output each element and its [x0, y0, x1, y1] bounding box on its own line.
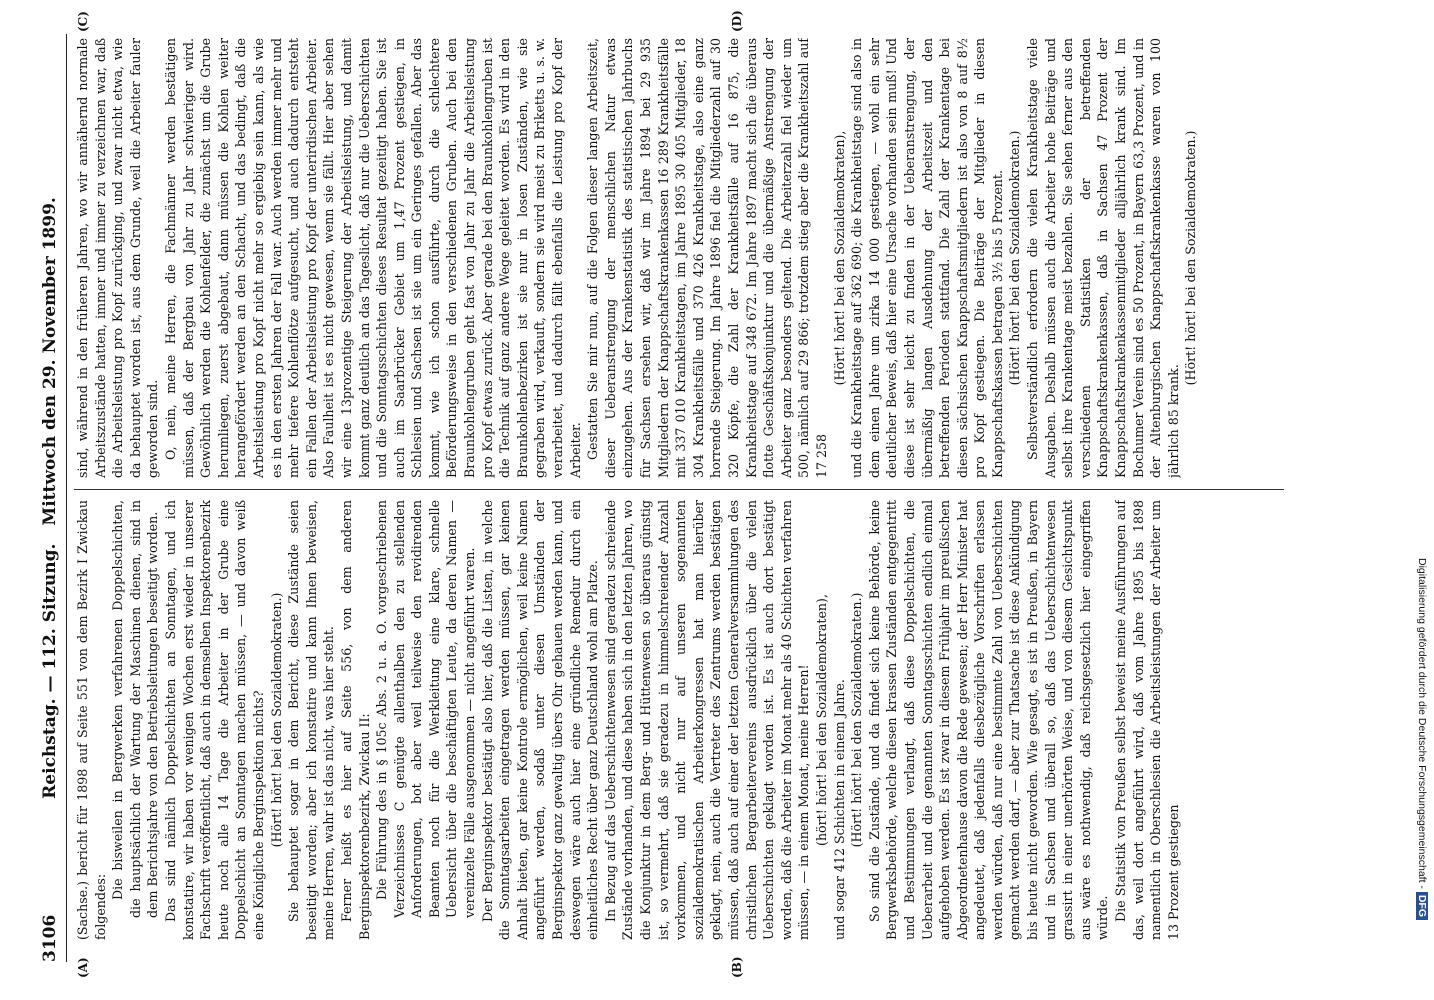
dfg-logo: DFG [1416, 892, 1428, 920]
paragraph: und sogar 412 Schichten in einem Jahre. [831, 679, 847, 940]
paragraph: Selbstverständlich erfordern die vielen Krankheitstage viele Ausgaben. Deshalb müssen auch die Arbeiter hohe Beiträge und selbst ihre Krankentage meist bezahlen. Sie sehen ferner aus den verschiedenen Statistiken der betreffenden Knappschaftskrankenkassen, daß in Sachsen 47 Prozent der Knappschaftskrankenkassenmitglieder alljährlich krank sind. Im Bochumer Verein sind es 50 Prozent, in Bayern 63,3 Prozent, und in der Altenburgischen Knappschaftskrankenkasse waren von 100 jährlich 85 krank. [1025, 38, 1181, 478]
paragraph: Gestatten Sie mir nun, auf die Folgen dieser langen Arbeitszeit, dieser Ueberanstrengung der menschlichen Natur etwas einzugehen. Aus der Krankenstatistik des statistischen Jahrbuchs für Sachsen ersehen wir, daß wir im Jahre 1894 bei 29 935 Mitgliedern der Knappschaftskrankenkassen 16 289 Krankheitsfälle mit 337 010 Krankheitstagen, im Jahre 1895 30 405 Mitglieder, 18 304 Krankheitsfälle und 370 426 Krankheitstage, also eine ganz horrende Steigerung. Im Jahre 1896 fiel die Mitgliederzahl auf 30 320 Köpfe, die Zahl der Krankheitsfälle auf 16 875, die Krankheitstage auf 348 672. Im Jahre 1897 macht sich die überaus flotte Geschäftskonjunktur und die übermäßige Anstrengung der Arbeiter ganz besonders geltend. Die Arbeiterzahl fiel wieder um 500, nämlich auf 29 866; trotzdem stieg aber die Krankheitszahl auf 17 258 [585, 38, 829, 478]
margin-marker-c: (C) [76, 11, 90, 32]
paragraph: (hört! hört! bei den Sozialdemokraten), [813, 594, 829, 846]
margin-marker-d: (D) [730, 10, 744, 32]
paragraph: und die Krankheitstage auf 362 690; die Krankheitstage sind also in dem einen Jahre um zirka 14 000 gestiegen, — wohl ein sehr deutlicher Beweis, daß hier eine Ursache vorhanden sein muß! Und diese ist sehr leicht zu finden in der Ueberanstrengung, der übermäßig langen Ausdehnung der Arbeitszeit und den betreffenden Perioden stattfand. Die Zahl der Krankentage bei diesen sächsischen Knappschaftsmitgliedern ist also von 8 auf 8½ pro Kopf gestiegen. Die Beiträge der Mitglieder in diesen Knappschaftskassen betragen 3½ bis 5 Prozent. [849, 38, 1005, 478]
credit-text: Digitalisierung gefördert durch die Deutsche Forschungsgemeinschaft - [1416, 557, 1428, 892]
margin-marker-a: (A) [76, 957, 90, 978]
right-column [74, 38, 1294, 478]
paragraph: (Hört! hört! bei den Sozialdemokraten.) [849, 592, 865, 848]
paragraph: Der Berginspektor bestätigt also hier, daß die Listen, in welche die Sonntagsarbeiten eingetragen werden müssen, gar keinen Anhalt bieten, gar keine Kontrole ermöglichen, weil keine Namen angeführt werden, sodaß unter diesen Umständen der Berginspektor ganz gewaltig übers Ohr gehauen werden kann, und deswegen wäre auch hier eine gründliche Remedur durch ein einheitliches Recht über ganz Deutschland wohl am Platze. [479, 500, 601, 940]
session-title: Reichstag. — 112. Sitzung. [40, 543, 60, 799]
paragraph: (Hört! hört! bei den Sozialdemokraten.) [1183, 130, 1199, 386]
paragraph: So sind die Zustände, und da findet sich keine Behörde, keine Bergwerksbehörde, welche diesen krassen Zuständen entgegentritt und Bestimmungen verlangt, daß diese Doppelschichten, die Ueberarbeit und die genannten Sonntagsschichten endlich einmal aufgehoben werden. Es ist zwar in diesem Frühjahr im preußischen Abgeordnetenhause davon die Rede gewesen; der Herr Minister hat angedeutet, daß jedenfalls diesbezügliche Vorschriften erlassen werden würden, daß nur eine bestimmte Zahl von Ueberschichten gemacht werden darf, — aber zur Thatsache ist diese Ankündigung bis heute nicht geworden. Wie gesagt, es ist in Preußen, in Bayern und in Sachsen und überall so, daß das Ueberschichtenwesen grassirt in einer unerhörten Weise, und von diesem Gesichtspunkt aus wäre es nothwendig, daß reichsgesetzlich hier eingegriffen würde. [866, 500, 1111, 940]
session-date: Mittwoch den 29. November 1899. [40, 197, 60, 526]
paragraph: Ferner heißt es hier auf Seite 556, von dem anderen Berginspektorenbezirk, Zwickau II: [338, 500, 372, 940]
left-column [74, 500, 1294, 940]
column-divider [74, 489, 1284, 490]
paragraph: sind, während in den früheren Jahren, wo wir annähernd normale Arbeitszustände hatten, immer und immer zu verzeichnen war, daß die Arbeitsleistung pro Kopf zurückging, und zwar nicht etwa, wie da behauptet worden ist, aus dem Grunde, weil die Arbeiter fauler geworden sind. [75, 38, 161, 478]
paragraph: Das sind nämlich Doppelschichten an Sonntagen, und ich konstatire, wir haben vor wenigen Wochen erst wieder in unserer Fachschrift veröffentlicht, daß auch in demselben Inspektorenbezirk heute noch alle 14 Tage die Arbeiter in der Grube eine Doppelschicht an Sonntagen machen müssen, — und davon weiß eine Königliche Berginspektion nichts? [162, 500, 266, 940]
digitization-credit [1410, 20, 1430, 980]
paragraph: Die bisweilen in Bergwerken verfahrenen Doppelschichten, die hauptsächlich der Wartung der Maschinen dienen, sind in dem Berichtsjahre von den Betriebsleitungen beseitigt worden. [110, 500, 161, 918]
paragraph: Sie behauptet sogar in dem Bericht, diese Zustände seien beseitigt worden; aber ich konstatire und kann Ihnen beweisen, meine Herren, wahr ist das nicht, was hier steht. [286, 500, 337, 940]
paragraph: (Hört! hört! bei den Sozialdemokraten.) [268, 592, 284, 848]
paragraph: (Sachse.) bericht für 1898 auf Seite 551 von dem Bezirk I Zwickau folgendes: [75, 500, 108, 940]
paragraph: Die Statistik von Preußen selbst beweist meine Ausführungen auf das, weil dort angeführt wird, daß vom Jahre 1895 bis 1898 namentlich in Oberschlesien die Arbeitsleistungen der Arbeiter um 13 Prozent gestiegen [1113, 500, 1181, 940]
paragraph: (Hört! hört! bei den Sozialdemokraten.) [1007, 130, 1023, 386]
paragraph: In Bezug auf das Ueberschichtenwesen sind geradezu schreiende Zustände vorhanden, und diese haben sich in den letzten Jahren, wo die Konjunktur in dem Berg- und Hüttenwesen so überaus günstig ist, so vermehrt, daß sie geradezu in himmelschreiender Anzahl vorkommen, und nicht nur auf unseren sogenannten sozialdemokratischen Arbeiterkongressen hat man hierüber geklagt, nein, auch die Vertreter des Zentrums werden bestätigen müssen, daß auch auf einer der letzten Generalversammlungen des christlichen Bergarbeitervereins ausdrücklich über die vielen Ueberschichten geklagt worden ist. Es ist auch dort bestätigt worden, daß die Arbeiter im Monat mehr als 40 Schichten verfahren müssen, — in einem Monat, meine Herren! [602, 500, 812, 940]
page-number: 3106 [40, 914, 60, 962]
paragraph: (Hört! hört! bei den Sozialdemokraten), [831, 130, 847, 386]
running-title [40, 34, 60, 962]
page-header [38, 34, 67, 962]
margin-marker-b: (B) [730, 956, 744, 978]
paragraph: Die Führung des in § 105c Abs. 2 u. a. O. vorgeschriebenen Verzeichnisses C genügte allenthalben den zu stellenden Anforderungen, bot aber weil teilweise den revidirenden Beamten noch für die Werkleitung eine klare, schnelle Uebersicht über die beschäftigten Leute, da deren Namen — vereinzelte Fälle ausgenommen — nicht angeführt waren. [374, 500, 478, 918]
paragraph: O, nein, meine Herren, die Fachmänner werden bestätigen müssen, daß der Bergbau von Jahr zu Jahr schwieriger wird. Gewöhnlich werden die Kohlenfelder, die zunächst um die Grube herumliegen, zuerst abgebaut, dann müssen die Kohlen weiter herangefördert werden an den Schacht, und das bedingt, daß die Arbeitsleistung pro Kopf nicht mehr so ergiebig sein kann, als wie es in den ersten Jahren der Fall war. Auch werden immer mehr und mehr tiefere Kohlenflötze aufgesucht, und auch dadurch entsteht ein Fallen der Arbeitsleistung pro Kopf der unterirdischen Arbeiter. Also Faulheit ist es nicht gewesen, wenn sie fällt. Hier aber sehen wir eine 13prozentige Steigerung der Arbeitsleistung, und damit kommt ganz deutlich an das Tageslicht, daß nur die Ueberschichten und die Sonntagsschichten dieses Resultat gezeitigt haben. Sie ist auch im Saarbrücker Gebiet um 1,47 Prozent gestiegen, in Schlesien und Sachsen ist sie um ein Geringes gefallen. Aber das kommt, wie ich schon ausführte, durch die schlechtere Beförderungsweise in den verschiedenen Gruben. Auch bei den Braunkohlengruben geht fast von Jahr zu Jahr die Arbeitsleistung pro Kopf etwas zurück. Aber gerade bei den Braunkohlengruben ist die Technik auf ganz andere Wege geleitet worden. Es wird in den Braunkohlenbezirken ist sie nur in losen Zuständen, wie sie gegraben wird, verkauft, sondern sie wird meist zu Briketts u. s. w. verarbeitet, und dadurch fällt ebenfalls die Leistung pro Kopf der Arbeiter. [162, 38, 583, 478]
